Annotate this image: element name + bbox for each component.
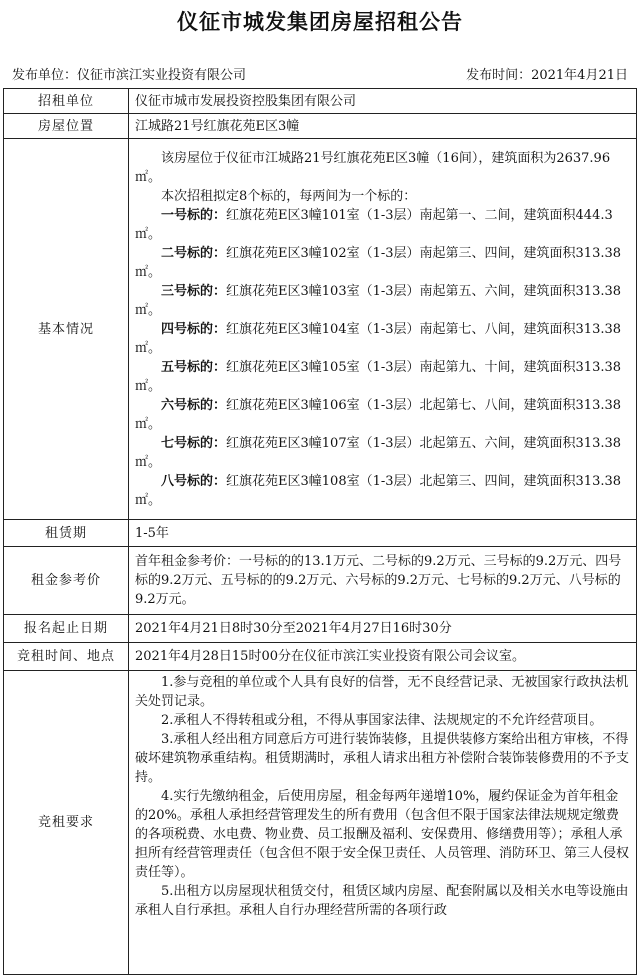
lot-name: 三号标的： xyxy=(161,283,227,299)
lot-name: 五号标的： xyxy=(161,359,227,375)
list-item xyxy=(135,282,630,320)
list-item xyxy=(135,434,630,472)
list-item: 2.承租人不得转租或分租，不得从事国家法律、法规规定的不允许经营项目。 xyxy=(161,713,603,728)
row-bidding xyxy=(4,643,637,671)
list-item: 1.参与竞租的单位或个人具有良好的信誉，无不良经营记录、无被国家行政执法机关处罚记录。 xyxy=(135,675,629,709)
publisher: 发布单位：仪征市滨江实业投资有限公司 xyxy=(12,68,247,83)
bidding-value: 2021年4月28日15时00分在仪征市滨江实业投资有限公司会议室。 xyxy=(129,643,637,671)
row-label: 竞租要求 xyxy=(4,671,129,975)
lot-desc: 红旗花苑E区3幢104室（1-3层）南起第七、八间，建筑面积313.38㎡。 xyxy=(135,321,622,356)
term-value: 1-5年 xyxy=(129,520,637,547)
notice-table xyxy=(3,88,637,975)
basic-plan: 本次招租拟定8个标的，每两间为一个标的： xyxy=(161,188,417,204)
row-term xyxy=(4,520,637,547)
row-label: 招租单位 xyxy=(4,89,129,114)
page-title: 仪征市城发集团房屋招租公告 xyxy=(177,10,463,34)
row-location xyxy=(4,114,637,139)
row-label: 租金参考价 xyxy=(4,547,129,615)
lot-name: 六号标的： xyxy=(161,397,227,413)
list-item xyxy=(135,244,630,282)
publish-time: 发布时间：2021年4月21日 xyxy=(466,68,628,83)
lot-name: 八号标的： xyxy=(161,473,227,489)
row-label: 租赁期 xyxy=(4,520,129,547)
row-label: 竞租时间、地点 xyxy=(4,643,129,671)
location-value: 江城路21号红旗花苑E区3幢 xyxy=(129,114,637,139)
row-lessor xyxy=(4,89,637,114)
signup-value: 2021年4月21日8时30分至2021年4月27日16时30分 xyxy=(129,615,637,643)
row-signup xyxy=(4,615,637,643)
requirements-list xyxy=(135,673,630,973)
requirements-content xyxy=(129,671,637,975)
lot-desc: 红旗花苑E区3幢107室（1-3层）北起第五、六间，建筑面积313.38㎡。 xyxy=(135,435,622,470)
lot-name: 二号标的： xyxy=(161,245,227,261)
list-item xyxy=(135,206,630,244)
lot-desc: 红旗花苑E区3幢108室（1-3层）北起第三、四间，建筑面积313.38㎡。 xyxy=(135,473,622,508)
lot-desc: 红旗花苑E区3幢101室（1-3层）南起第一、二间，建筑面积444.3㎡。 xyxy=(135,207,613,242)
list-item xyxy=(135,320,630,358)
row-label: 报名起止日期 xyxy=(4,615,129,643)
row-rent xyxy=(4,547,637,615)
list-item: 5.出租方以房屋现状租赁交付，租赁区域内房屋、配套附属以及相关水电等设施由承租人自行承担。承租人自行办理经营所需的各项行政 xyxy=(135,884,629,918)
list-item xyxy=(135,472,630,510)
rent-value: 首年租金参考价：一号标的的13.1万元、二号标的9.2万元、三号标的9.2万元、四号标的9.2万元、五号标的的9.2万元、六号标的9.2万元、七号标的9.2万元、八号标的9.2万元。 xyxy=(129,547,637,615)
row-label: 基本情况 xyxy=(4,139,129,520)
lot-desc: 红旗花苑E区3幢102室（1-3层）南起第三、四间，建筑面积313.38㎡。 xyxy=(135,245,622,280)
lot-name: 四号标的： xyxy=(161,321,227,337)
list-item xyxy=(135,396,630,434)
list-item: 3.承租人经出租方同意后方可进行装饰装修，且提供装修方案给出租方审核，不得破坏建筑物承重结构。租赁期满时，承租人请求出租方补偿附合装饰装修费用的不予支持。 xyxy=(135,732,630,785)
lessor-value: 仪征市城市发展投资控股集团有限公司 xyxy=(129,89,637,114)
row-basic xyxy=(4,139,637,520)
basic-content xyxy=(129,139,637,520)
lot-name: 七号标的： xyxy=(161,435,227,451)
lot-desc: 红旗花苑E区3幢105室（1-3层）南起第九、十间，建筑面积313.38㎡。 xyxy=(135,359,622,394)
row-requirements xyxy=(4,671,637,975)
list-item: 4.实行先缴纳租金，后使用房屋，租金每两年递增10%，履约保证金为首年租金的20%。承租人承担经营管理发生的所有费用（包含但不限于国家法律法规规定缴费的各项税费、水电费、物业费、员工报酬及福利、安保费用、修缮费用等）；承租人承担所有经营管理责任（包含但不限于安全保卫责任、人员管理、消防环卫、第三人侵权责任等）。 xyxy=(135,789,630,880)
lot-desc: 红旗花苑E区3幢103室（1-3层）南起第五、六间，建筑面积313.38㎡。 xyxy=(135,283,622,318)
list-item xyxy=(135,358,630,396)
lot-name: 一号标的： xyxy=(161,207,227,223)
basic-intro: 该房屋位于仪征市江城路21号红旗花苑E区3幢（16间），建筑面积为2637.96㎡。 xyxy=(135,150,611,185)
lot-desc: 红旗花苑E区3幢106室（1-3层）北起第七、八间，建筑面积313.38㎡。 xyxy=(135,397,622,432)
row-label: 房屋位置 xyxy=(4,114,129,139)
